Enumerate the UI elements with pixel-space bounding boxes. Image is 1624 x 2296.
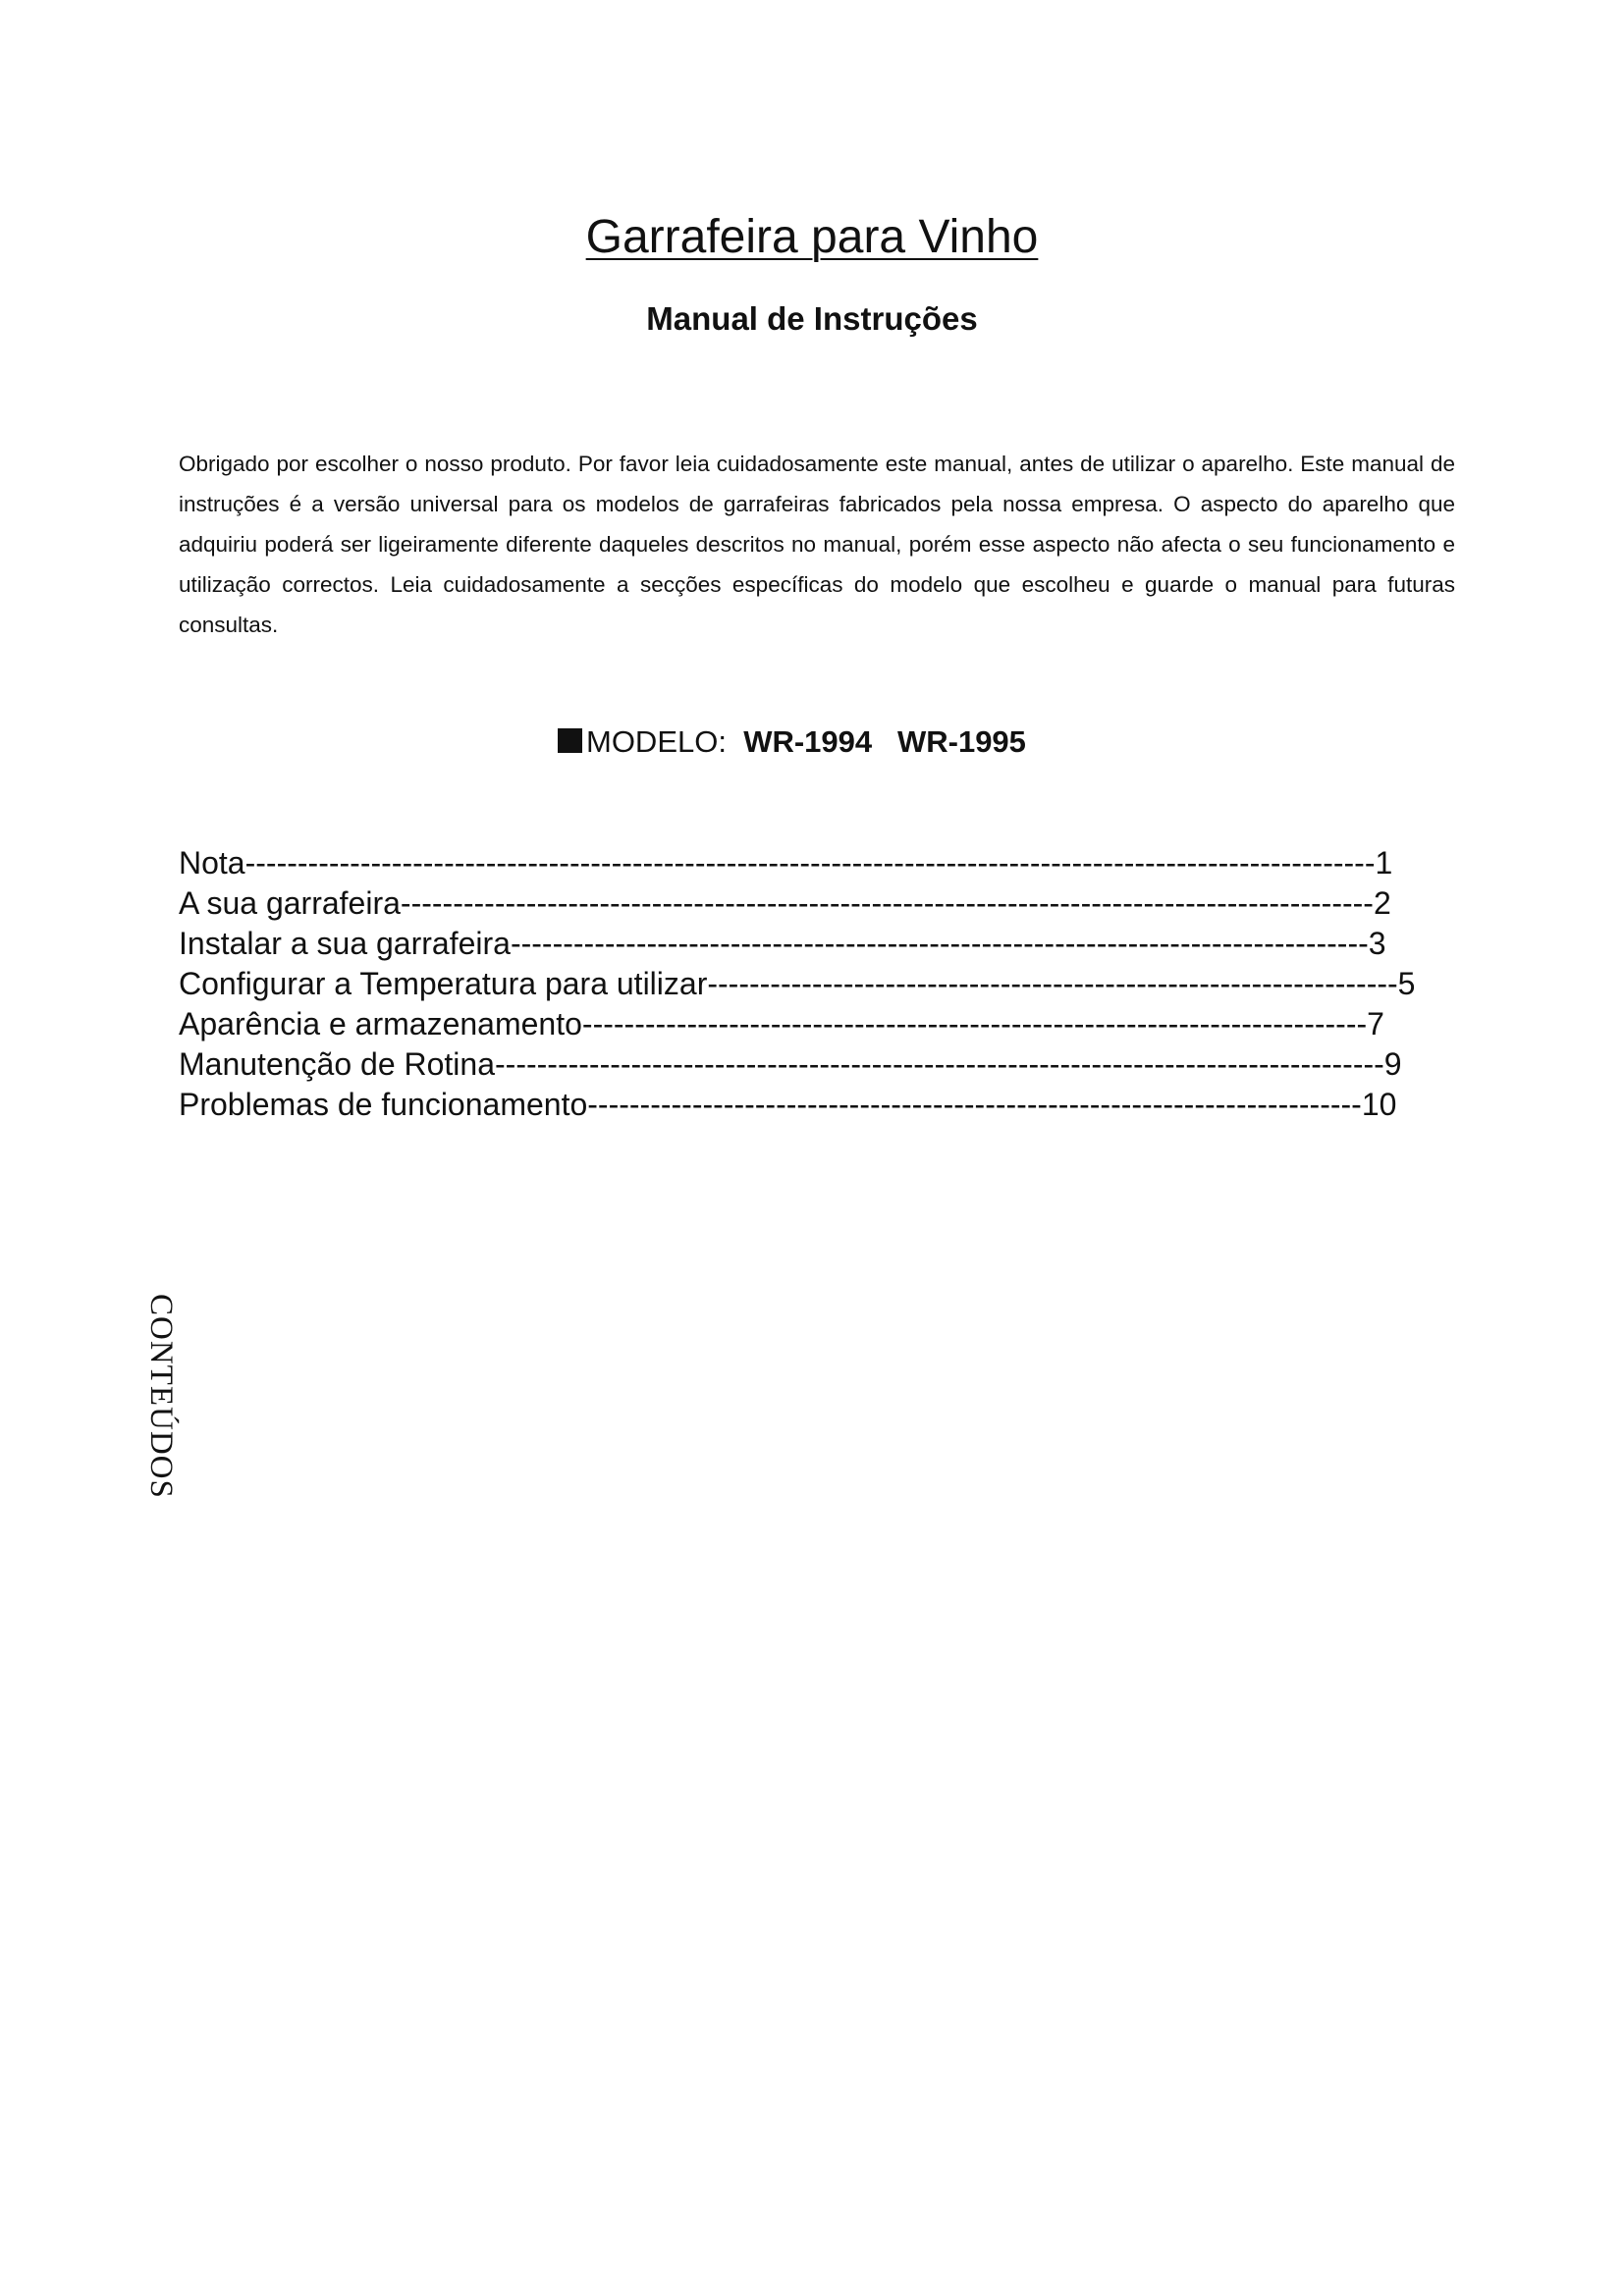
toc-entry[interactable] (179, 843, 1455, 883)
toc-page-number: 3 (1368, 926, 1386, 961)
toc-page-number: 2 (1373, 885, 1391, 921)
toc-leader: ------------------------------------------------------------------------------------- (495, 1046, 1384, 1082)
document-subtitle: Manual de Instruções (646, 300, 978, 337)
toc-leader: --------------------------------------------------------------------------- (581, 1006, 1368, 1041)
toc-leader: --------------------------------------------------------------------------------------------- (400, 885, 1374, 921)
intro-paragraph: Obrigado por escolher o nosso produto. Por favor leia cuidadosamente este manual, antes de utilizar o aparelho. Este manual de instruções é a versão universal para os modelos de garrafeiras fabricados pela nossa empresa. O aspecto do aparelho que adquiriu poderá ser ligeiramente diferente daqueles descritos no manual, porém esse aspecto não afecta o seu funcionamento e utilização correctos. Leia cuidadosamente a secções específicas do modelo que escolheu e guarde o manual para futuras consultas. (179, 452, 1455, 637)
toc-entry-title: Aparência e armazenamento (179, 1006, 582, 1041)
toc-page-number: 1 (1375, 845, 1393, 881)
toc-page-number: 9 (1383, 1046, 1402, 1082)
model-code: WR-1995 (896, 724, 1026, 759)
toc-leader: ------------------------------------------------------------------------------------------------------------ (244, 845, 1376, 881)
toc-page-number: 10 (1361, 1087, 1397, 1122)
toc-entry-title: Instalar a sua garrafeira (179, 926, 511, 961)
model-label: MODELO: (586, 724, 727, 759)
toc-entry[interactable] (179, 1004, 1455, 1044)
toc-page-number: 7 (1367, 1006, 1384, 1041)
toc-entry-title: Nota (179, 845, 245, 881)
toc-page-number: 5 (1397, 966, 1416, 1001)
toc-entry-title: A sua garrafeira (179, 885, 401, 921)
toc-entry[interactable] (179, 924, 1455, 964)
toc-entry[interactable] (179, 883, 1455, 924)
toc-leader: ---------------------------------------------------------------------------------- (510, 926, 1369, 961)
toc-entry[interactable] (179, 1044, 1455, 1085)
toc-entry[interactable] (179, 964, 1455, 1004)
model-line (558, 721, 1026, 764)
black-square-icon (558, 728, 582, 753)
toc-entry-title: Configurar a Temperatura para utilizar (179, 966, 708, 1001)
side-section-label: CONTEÚDOS (143, 1294, 179, 1499)
table-of-contents (179, 843, 1455, 1125)
model-code: WR-1994 (743, 724, 873, 759)
toc-entry-title: Manutenção de Rotina (179, 1046, 495, 1082)
toc-leader: -------------------------------------------------------------------------- (587, 1087, 1362, 1122)
toc-entry[interactable] (179, 1085, 1455, 1125)
toc-leader: ------------------------------------------------------------------ (707, 966, 1398, 1001)
toc-entry-title: Problemas de funcionamento (179, 1087, 588, 1122)
document-title (0, 208, 1624, 267)
document-title-text: Garrafeira para Vinho (585, 211, 1039, 263)
